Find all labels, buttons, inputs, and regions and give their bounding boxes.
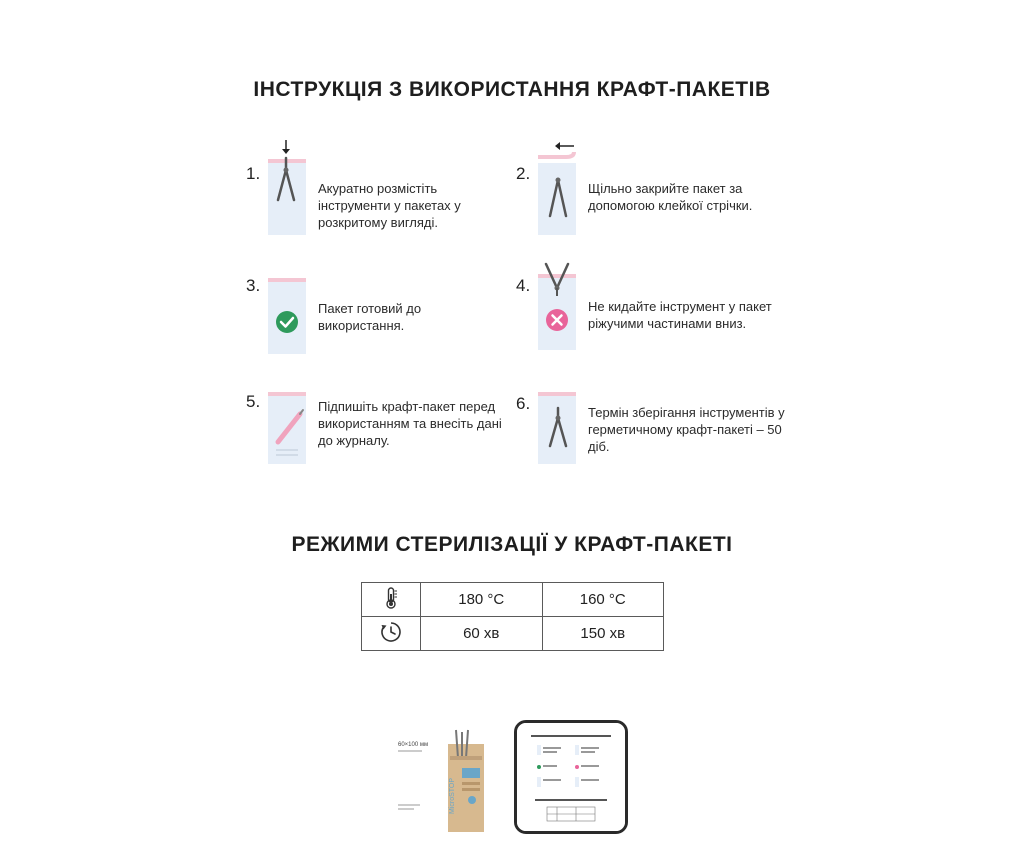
time-value-1: 60 хв: [421, 617, 543, 651]
bag-label-icon: [268, 392, 308, 468]
step-number: 1.: [246, 164, 261, 183]
step-number: 4.: [516, 276, 531, 295]
step-3: [246, 276, 506, 376]
step-number: 3.: [246, 276, 261, 295]
temp-value-1: 180 °C: [421, 583, 543, 617]
thermometer-icon: [384, 587, 398, 609]
check-icon: [276, 311, 298, 333]
step-text: Не кидайте інструмент у пакет ріжучими частинами вниз.: [588, 299, 772, 331]
instructions-thumbnail-image: [517, 723, 625, 831]
step-1: [246, 140, 506, 240]
step-6: [516, 392, 806, 492]
step-number: 6.: [516, 394, 531, 413]
step-text: Пакет готовий до використання.: [318, 301, 422, 333]
product-thumbnail-image: [396, 728, 500, 832]
thumb-brand: MicroSTOP: [449, 777, 456, 814]
temperature-row: [362, 583, 664, 617]
temperature-cell-icon: [362, 583, 421, 617]
bag-seal-icon: [538, 140, 578, 240]
thumbnail-instructions-selected[interactable]: [514, 720, 628, 834]
bag-storage-icon: [538, 392, 578, 468]
step-4: [516, 262, 786, 362]
instructions-title: ІНСТРУКЦІЯ З ВИКОРИСТАННЯ КРАФТ-ПАКЕТІВ: [253, 78, 771, 101]
step-text: Акуратно розмістіть інструменти у пакетах у розкритому вигляді.: [318, 181, 461, 230]
step-text: Щільно закрийте пакет за допомогою клейкої стрічки.: [588, 181, 753, 213]
step-2: [516, 140, 786, 240]
thumbnail-product[interactable]: [396, 728, 500, 832]
clock-icon: [380, 621, 402, 643]
step-number: 2.: [516, 164, 531, 183]
time-cell-icon: [362, 617, 421, 651]
sterilization-title: РЕЖИМИ СТЕРИЛІЗАЦІЇ У КРАФТ-ПАКЕТІ: [291, 533, 733, 556]
time-value-2: 150 хв: [542, 617, 664, 651]
step-text: Термін зберігання інструментів у герметичному крафт-пакеті – 50 діб.: [588, 405, 785, 454]
bag-ready-icon: [268, 278, 308, 358]
time-row: [362, 617, 664, 651]
step-text: Підпишіть крафт-пакет перед використанням та внесіть дані до журналу.: [318, 399, 502, 448]
step-number: 5.: [246, 392, 261, 411]
temp-value-2: 160 °C: [542, 583, 664, 617]
step-5: [246, 392, 516, 492]
sterilization-table: [361, 582, 664, 651]
thumb-size-label: 60×100 мм: [398, 742, 429, 748]
bag-insert-icon: [268, 140, 308, 240]
bag-wrong-icon: [538, 262, 578, 356]
